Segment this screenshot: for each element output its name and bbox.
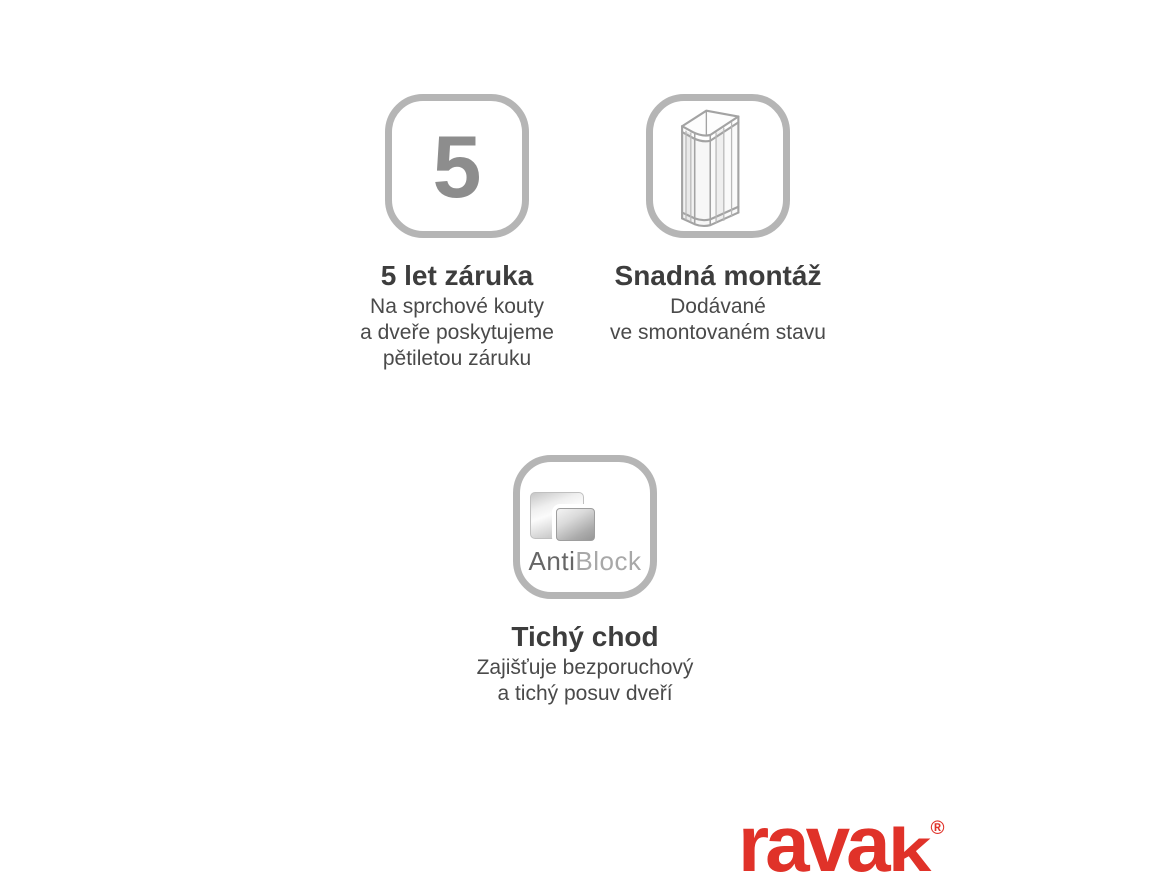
ravak-logo-k: k [887,816,932,878]
description-line: a tichý posuv dveří [497,682,673,705]
description-line: pětiletou záruku [382,347,532,370]
feature-title-easy-assembly: Snadná montáž [614,260,822,291]
antiblock-icon [513,455,657,599]
description-line: Na sprchové kouty [370,295,544,318]
feature-title-quiet-operation: Tichý chod [511,621,659,652]
feature-description-easy-assembly [588,294,848,346]
shower-enclosure-drawing [653,101,783,231]
feature-description-quiet-operation [455,655,715,707]
description-line: ve smontovaném stavu [610,321,826,344]
number-5-glyph: 5 [432,117,482,216]
feature-description-warranty [327,294,587,372]
description-line: Zajišťuje bezporuchový [476,656,694,679]
feature-title-warranty: 5 let záruka [380,260,534,291]
registered-trademark-mark: ® [930,818,945,839]
antiblock-label-block: Block [575,546,642,576]
antiblock-label [520,548,650,574]
feature-card-easy-assembly [588,94,848,346]
feature-card-quiet-operation [455,455,715,707]
description-line: a dveře poskytujeme [360,321,554,344]
antiblock-label-anti: Anti [528,546,576,576]
antiblock-front-square [556,508,595,541]
ravak-logo-text: rava [738,799,887,878]
feature-card-warranty [327,94,587,372]
number-5-icon [385,94,529,238]
ravak-logo [738,788,945,878]
description-line: Dodávané [670,295,766,318]
shower-enclosure-icon [646,94,790,238]
